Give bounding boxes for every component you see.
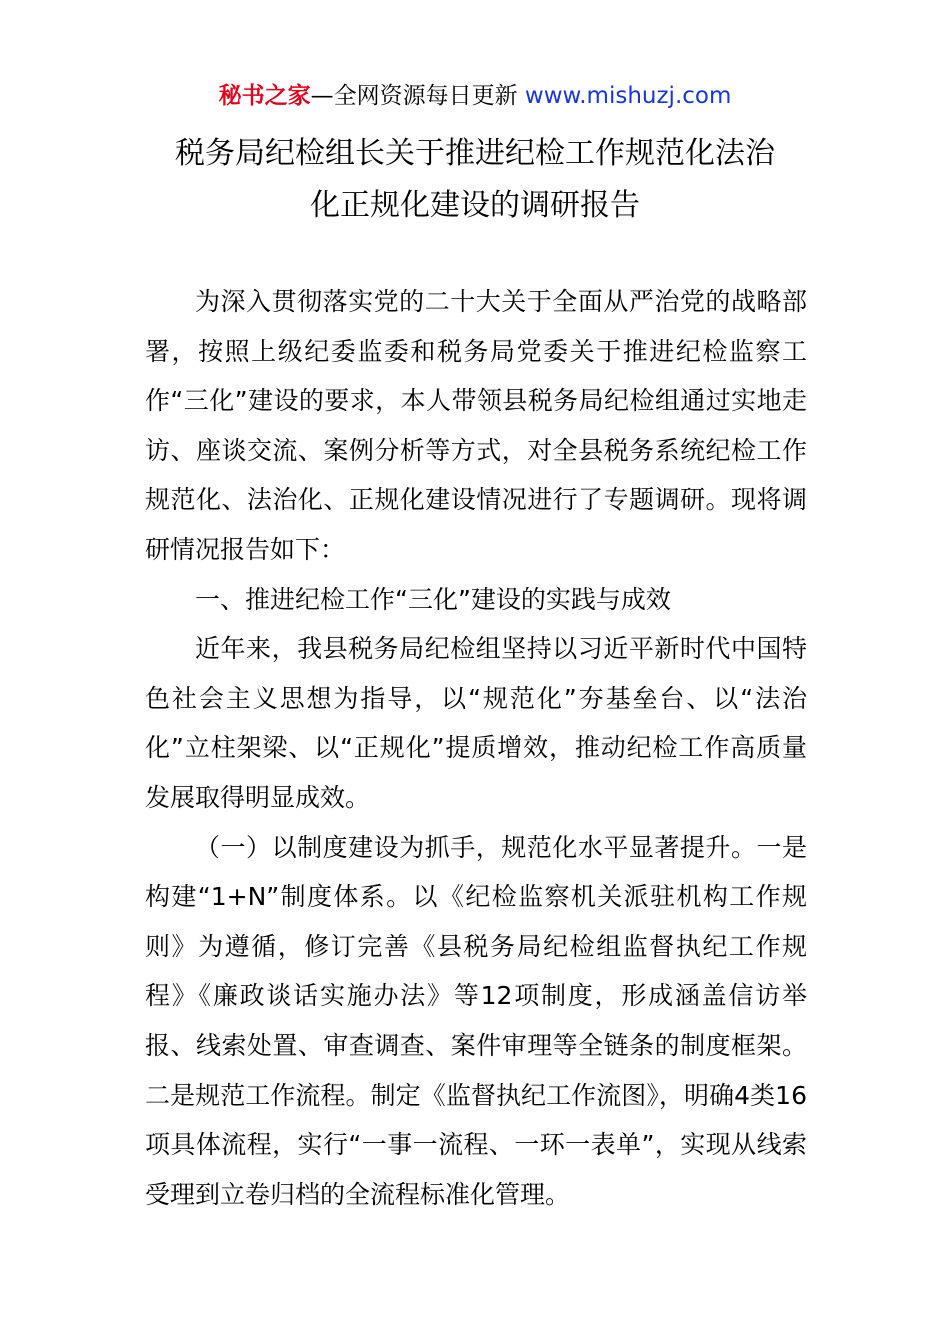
header-tagline: —全网资源每日更新 [310, 83, 525, 109]
paragraph-subsection-1: （一）以制度建设为抓手，规范化水平显著提升。一是构建“1+N”制度体系。以《纪检监察机关派驻机构工作规则》为遵循，修订完善《县税务局纪检组监督执纪工作规程》《廉政谈话实施办法》等12项制度，形成涵盖信访举报、线索处置、审查调查、案件审理等全链条的制度框架。二是规范工作流程。制定《监督执纪工作流图》，明确4类16项具体流程，实行“一事一流程、一环一表单”，实现从线索受理到立卷归档的全流程标准化管理。 [145, 832, 807, 1209]
site-url: www.mishuzj.com [524, 83, 732, 109]
paragraph-intro: 为深入贯彻落实党的二十大关于全面从严治党的战略部署，按照上级纪委监委和税务局党委关于推进纪检监察工作“三化”建设的要求，本人带领县税务局纪检组通过实地走访、座谈交流、案例分析等方式，对全县税务系统纪检工作规范化、法治化、正规化建设情况进行了专题调研。现将调研情况报告如下： [145, 287, 807, 564]
section-heading-1: 一、推进纪检工作“三化”建设的实践与成效 [195, 584, 671, 614]
document-body [145, 277, 807, 1219]
brand-name: 秘书之家 [218, 83, 311, 109]
page-header [0, 80, 950, 112]
title-line-1: 税务局纪检组长关于推进纪检工作规范化法治 [175, 136, 775, 171]
paragraph-overview: 近年来，我县税务局纪检组坚持以习近平新时代中国特色社会主义思想为指导，以“规范化”夯基垒台、以“法治化”立柱架梁、以“正规化”提质增效，推动纪检工作高质量发展取得明显成效。 [145, 634, 807, 812]
document-title [140, 128, 810, 232]
title-line-2: 化正规化建设的调研报告 [310, 188, 640, 223]
